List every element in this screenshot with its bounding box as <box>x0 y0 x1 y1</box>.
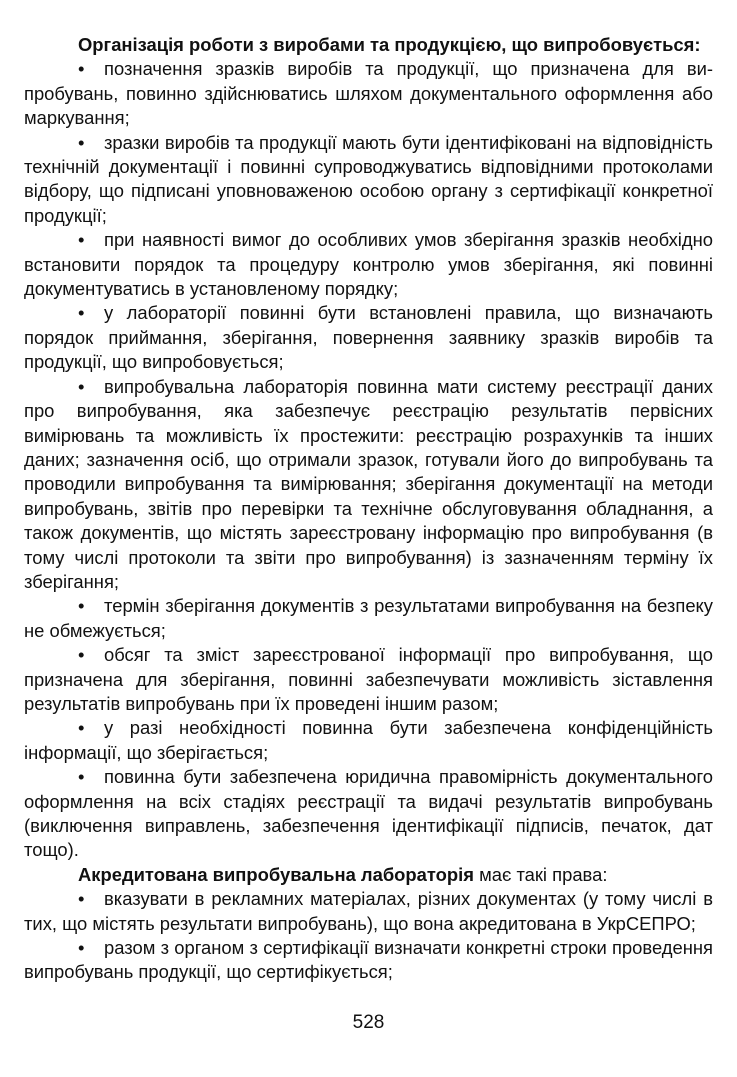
bullet-icon: • <box>78 595 85 617</box>
list-item-text: разом з органом з сертифікації визначати конкретні строки проведення випробувань продукції, що сертифікується; <box>24 937 713 983</box>
bullet-icon: • <box>78 937 85 959</box>
list-item-text: обсяг та зміст зареєстрованої інформації про випробування, що призначена для зберігання, повинні забезпечувати можливість зіставлення результатів випробувань при їх проведені іншим разом; <box>24 644 713 714</box>
list-item-text: у разі необхідності повинна бути забезпечена конфіденційність інформації, що зберігається; <box>24 717 713 763</box>
list-item-text: вказувати в рекламних матеріалах, різних документах (у тому числі в тих, що містять результати випробувань), що вона акредитована в УкрСЕПРО; <box>24 888 713 934</box>
bullet-icon: • <box>78 888 85 910</box>
list-item <box>24 765 713 863</box>
list-item <box>24 936 713 985</box>
bullet-icon: • <box>78 58 85 80</box>
list-item <box>24 131 713 229</box>
list-item <box>24 887 713 936</box>
list-item-text: випробувальна лабораторія повинна мати систему реєстрації даних про випробування, яка забезпечує реєстрацію результатів первісних вимірювань та можливість їх простежити: реєстрацію розрахунків та інших даних; зазначення осіб, що отримали зразок, готували його до випробувань та проводили випробування та вимірювання; зберігання документації на методи випробувань, звітів про перевірки та технічне обслуговування обладнання, а також документів, що містять зареєстровану інформацію про випробування (в тому числі протоколи та звіти про випробування) із зазначенням терміну їх зберігання; <box>24 375 713 592</box>
list-item <box>24 594 713 643</box>
bullet-icon: • <box>78 717 85 739</box>
bullet-icon: • <box>78 131 85 153</box>
section-heading-rights <box>24 863 713 887</box>
list-item <box>24 228 713 301</box>
section-heading-rest: має такі права: <box>473 863 608 885</box>
bullet-icon: • <box>78 302 85 324</box>
list-item-text: позначення зразків виробів та продукції, що призначена для випробувань, повинно здійснюватись шляхом документального оформлення або маркування; <box>24 58 713 129</box>
list-item <box>24 301 713 374</box>
bullet-icon: • <box>78 375 85 397</box>
section-heading-bold: Акредитована випробувальна лабораторія <box>78 863 474 885</box>
list-item-text: термін зберігання документів з результатами випробування на безпеку не обмежується; <box>24 595 713 641</box>
bullet-icon: • <box>78 229 85 251</box>
section-heading-organization: Організація роботи з виробами та продукцією, що випробовується: <box>78 34 701 55</box>
list-item-text: зразки виробів та продукції мають бути ідентифіковані на відповідність технічній документації і повинні супроводжуватись відповідними протоколами відбору, що підписані уповноваженою особою органу з сертифікації конкретної продукції; <box>24 131 713 226</box>
bullet-icon: • <box>78 766 85 788</box>
page-number: 528 <box>352 1012 385 1033</box>
list-item-text: при наявності вимог до особливих умов зберігання зразків необхідно встановити порядок та процедуру контролю умов зберігання, які повинні документуватись в установленому порядку; <box>24 229 713 300</box>
list-item <box>24 57 713 130</box>
list-item-text: у лабораторії повинні бути встановлені правила, що визначають порядок приймання, зберігання, повернення заявнику зразків виробів та продукції, що випробовується; <box>24 302 713 373</box>
bullet-icon: • <box>78 644 85 666</box>
list-item-text: повинна бути забезпечена юридична правомірність документального оформлення на всіх стадіях реєстрації та видачі результатів випробувань (виключення виправлень, забезпечення ідентифікації підписів, печаток, дат тощо). <box>24 766 713 861</box>
page-body <box>24 33 713 985</box>
list-item <box>24 643 713 716</box>
list-item <box>24 375 713 595</box>
list-item <box>24 716 713 765</box>
